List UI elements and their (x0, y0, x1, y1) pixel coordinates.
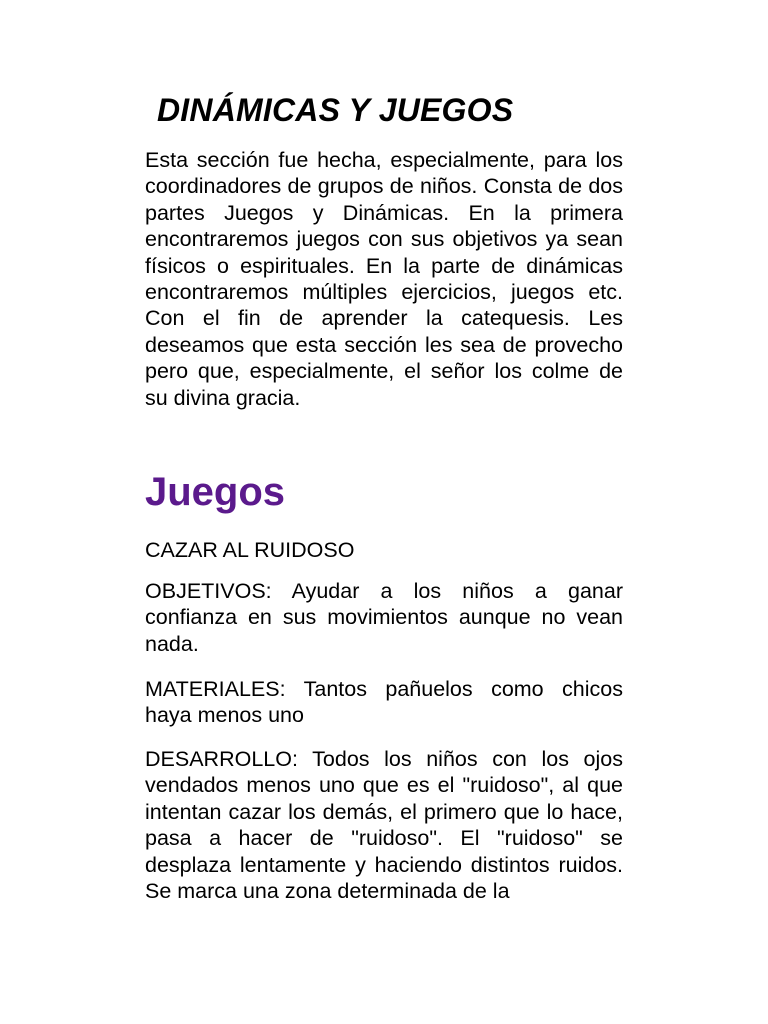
game-development: DESARROLLO: Todos los niños con los ojos vendados menos uno que es el "ruidoso", al que intentan cazar los demás, el primero que lo hace, pasa a hacer de "ruidoso". El "ruidoso" se desplaza lentamente y haciendo distintos ruidos. Se marca una zona determinada de la (145, 747, 623, 904)
intro-paragraph: Esta sección fue hecha, especialmente, para los coordinadores de grupos de niños. Consta de dos partes Juegos y Dinámicas. En la primera encontraremos juegos con sus objetivos ya sean físicos o espirituales. En la parte de dinámicas encontraremos múltiples ejercicios, juegos etc. Con el fin de aprender la catequesis. Les deseamos que esta sección les sea de provecho pero que, especialmente, el señor los colme de su divina gracia. (145, 148, 623, 410)
game-materials: MATERIALES: Tantos pañuelos como chicos haya menos uno (145, 677, 623, 728)
game-objectives: OBJETIVOS: Ayudar a los niños a ganar confianza en sus movimientos aunque no vean nada. (145, 579, 623, 656)
page-title: DINÁMICAS Y JUEGOS (157, 92, 514, 128)
game-name: CAZAR AL RUIDOSO (145, 538, 355, 562)
section-title-juegos: Juegos (145, 470, 286, 514)
